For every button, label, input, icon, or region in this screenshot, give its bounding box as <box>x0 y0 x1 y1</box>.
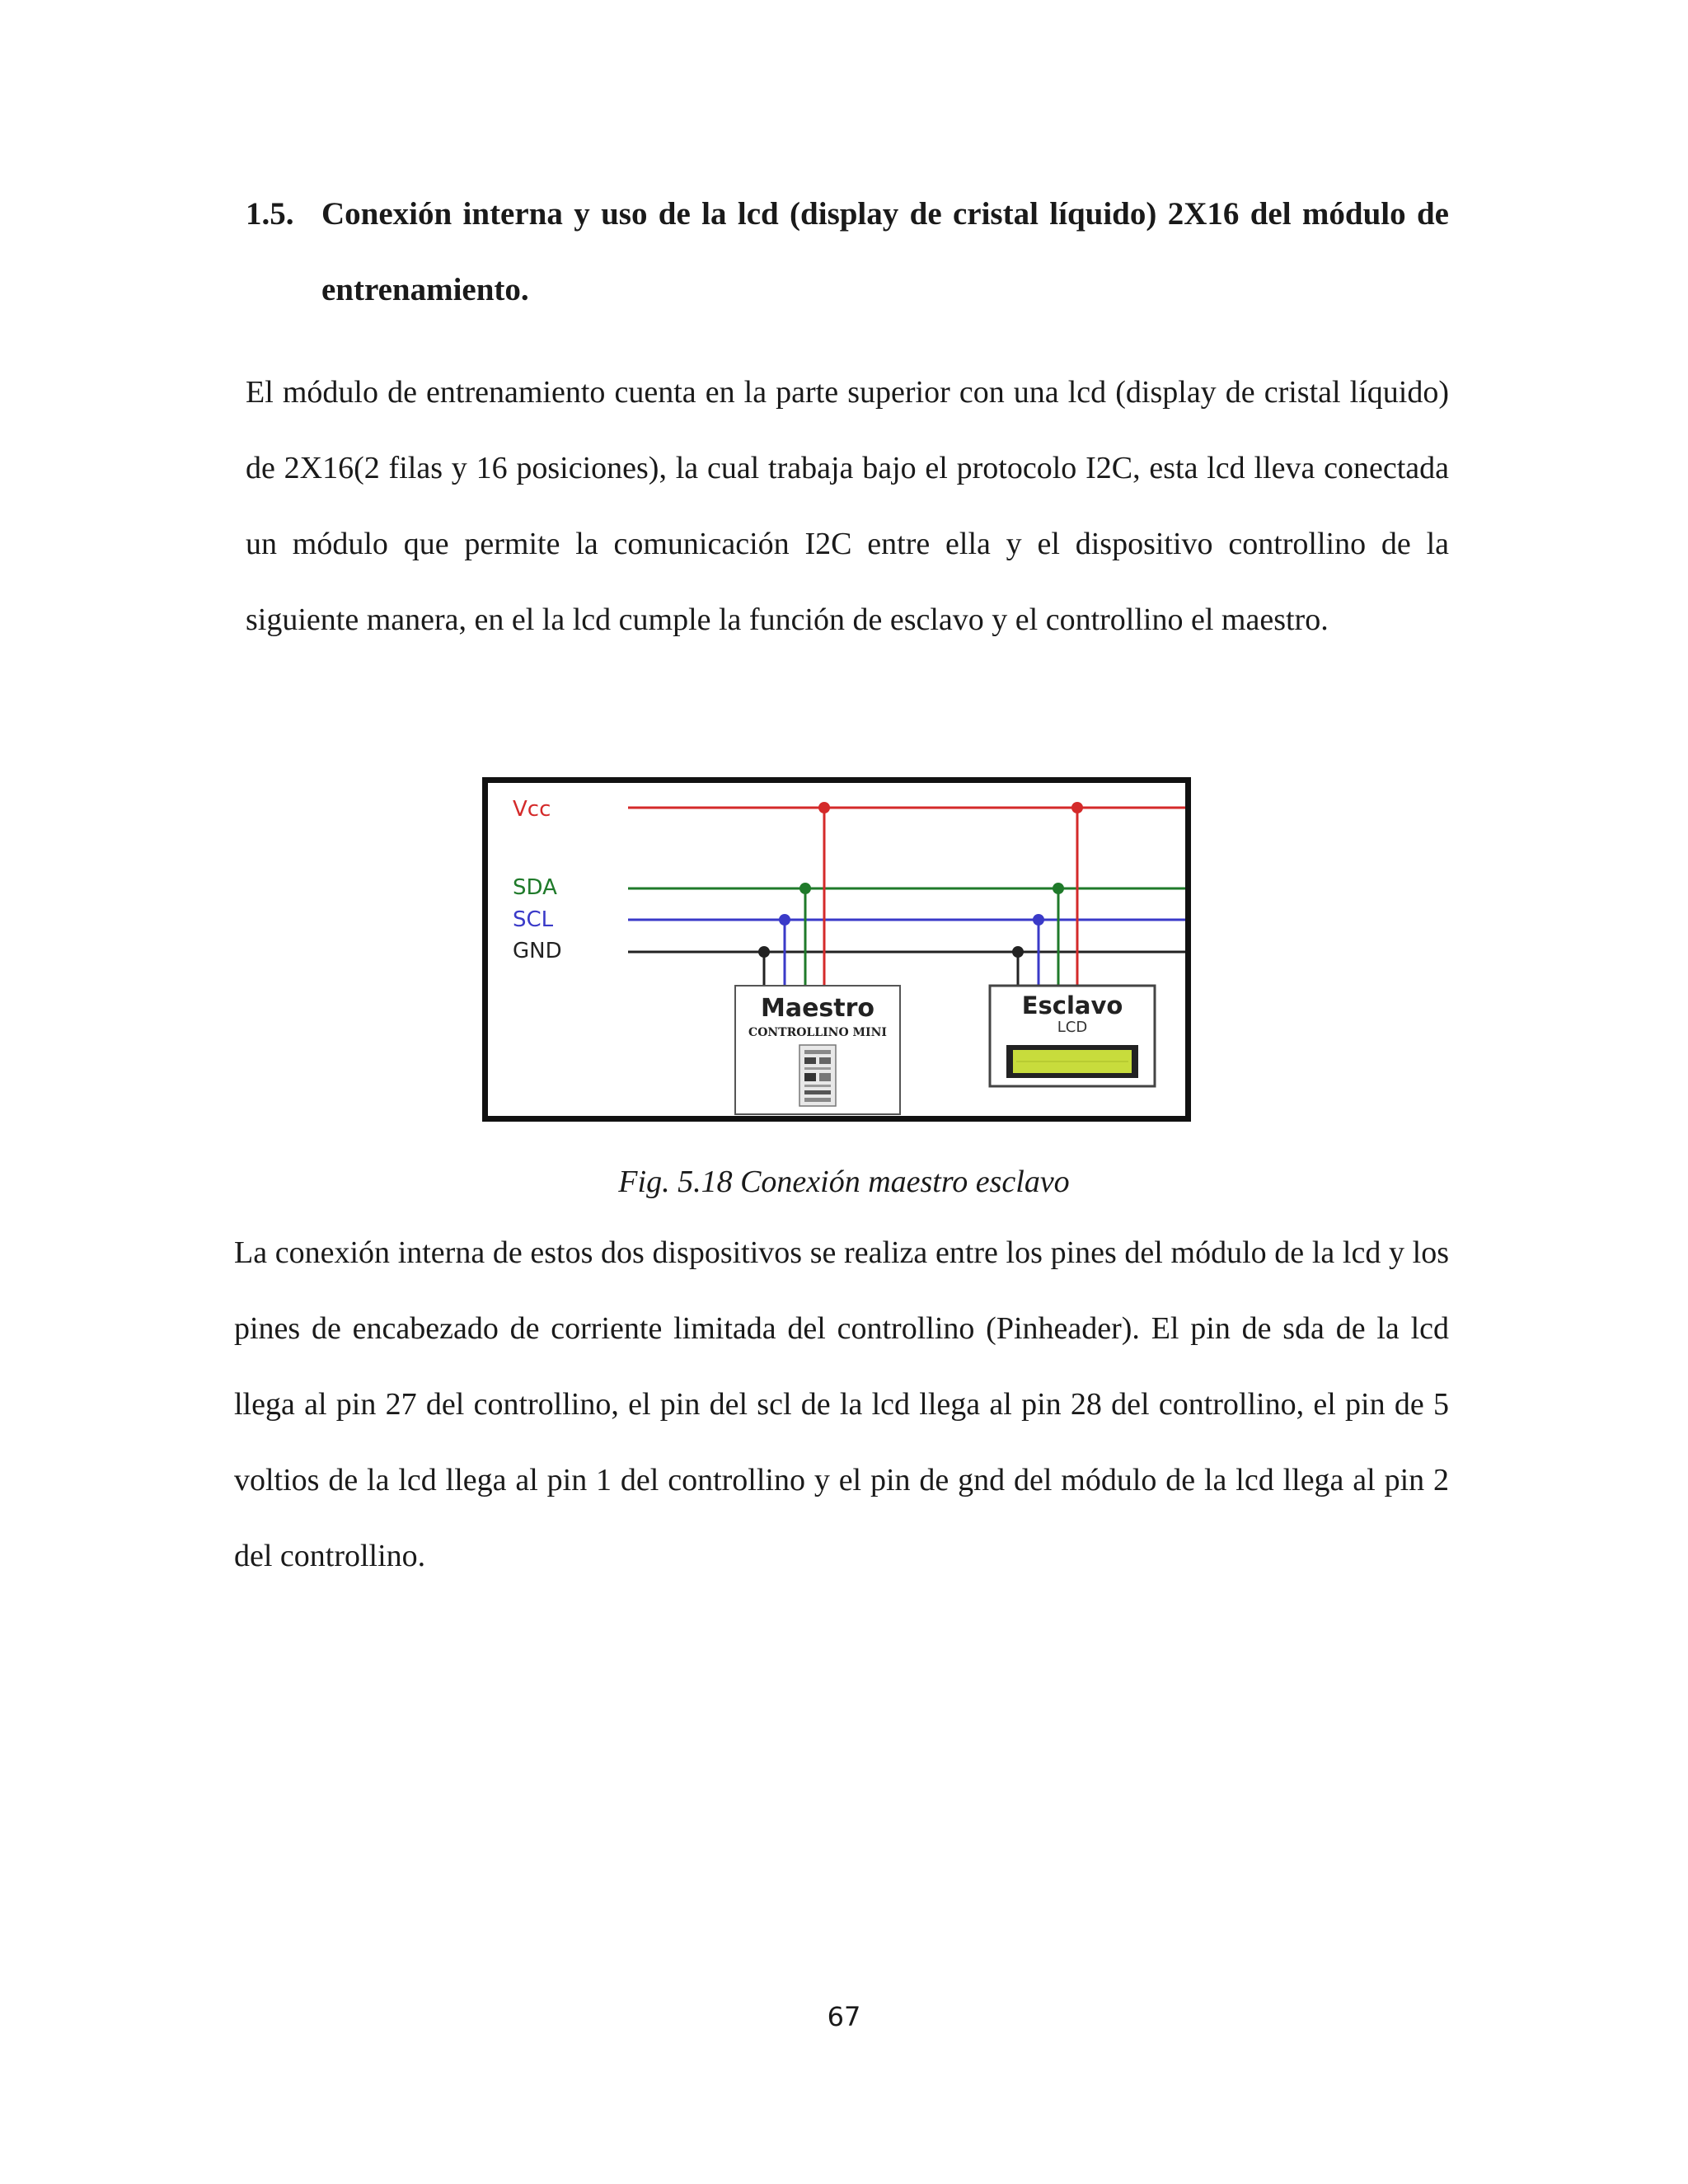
master-title: Maestro <box>760 994 875 1023</box>
figure-caption: Fig. 5.18 Conexión maestro esclavo <box>618 1165 1070 1199</box>
master-vcc-node <box>818 802 830 813</box>
lcd-display-icon <box>1006 1045 1138 1078</box>
slave-title: Esclavo <box>1021 991 1123 1019</box>
intro-paragraph: El módulo de entrenamiento cuenta en la parte superior con una lcd (display de cristal líquido) de 2X16(2 filas y 16 posiciones), la cual trabaja bajo el protocolo I2C, esta lcd lleva conectada un módulo que permite la comunicación I2C entre ella y el dispositivo controllino de la siguiente manera, en el la lcd cumple la función de esclavo y el controllino el maestro. <box>246 375 1449 637</box>
vcc-label: Vcc <box>513 797 551 822</box>
slave-device <box>990 986 1155 1086</box>
scl-label: SCL <box>513 907 554 932</box>
master-scl-node <box>779 914 790 926</box>
master-device <box>735 986 900 1114</box>
section-title-line2: entrenamiento. <box>321 272 529 307</box>
master-slave-diagram <box>482 777 1191 1122</box>
slave-gnd-node <box>1012 946 1024 958</box>
slave-sda-node <box>1053 883 1064 894</box>
page-number: 67 <box>827 2001 861 2032</box>
connection-paragraph: La conexión interna de estos dos dispositivos se realiza entre los pines del módulo de la lcd y los pines de encabezado de corriente limitada del controllino (Pinheader). El pin de sda de la lcd llega al pin 27 del controllino, el pin del scl de la lcd llega al pin 28 del controllino, el pin de 5 voltios de la lcd llega al pin 1 del controllino y el pin de gnd del módulo de la lcd llega al pin 2 del controllino. <box>234 1235 1449 1573</box>
gnd-label: GND <box>513 939 562 963</box>
master-subtitle: CONTROLLINO MINI <box>748 1026 887 1039</box>
sda-label: SDA <box>513 875 557 900</box>
slave-scl-node <box>1033 914 1044 926</box>
slave-subtitle: LCD <box>1057 1019 1088 1036</box>
i2c-bus-diagram <box>488 783 1185 1116</box>
controllino-device-icon <box>799 1045 836 1106</box>
section-number: 1.5. <box>246 196 294 232</box>
master-gnd-node <box>758 946 770 958</box>
master-sda-node <box>799 883 811 894</box>
slave-vcc-node <box>1071 802 1083 813</box>
section-title-line1: Conexión interna y uso de la lcd (display de cristal líquido) 2X16 del módulo de <box>321 196 1449 232</box>
